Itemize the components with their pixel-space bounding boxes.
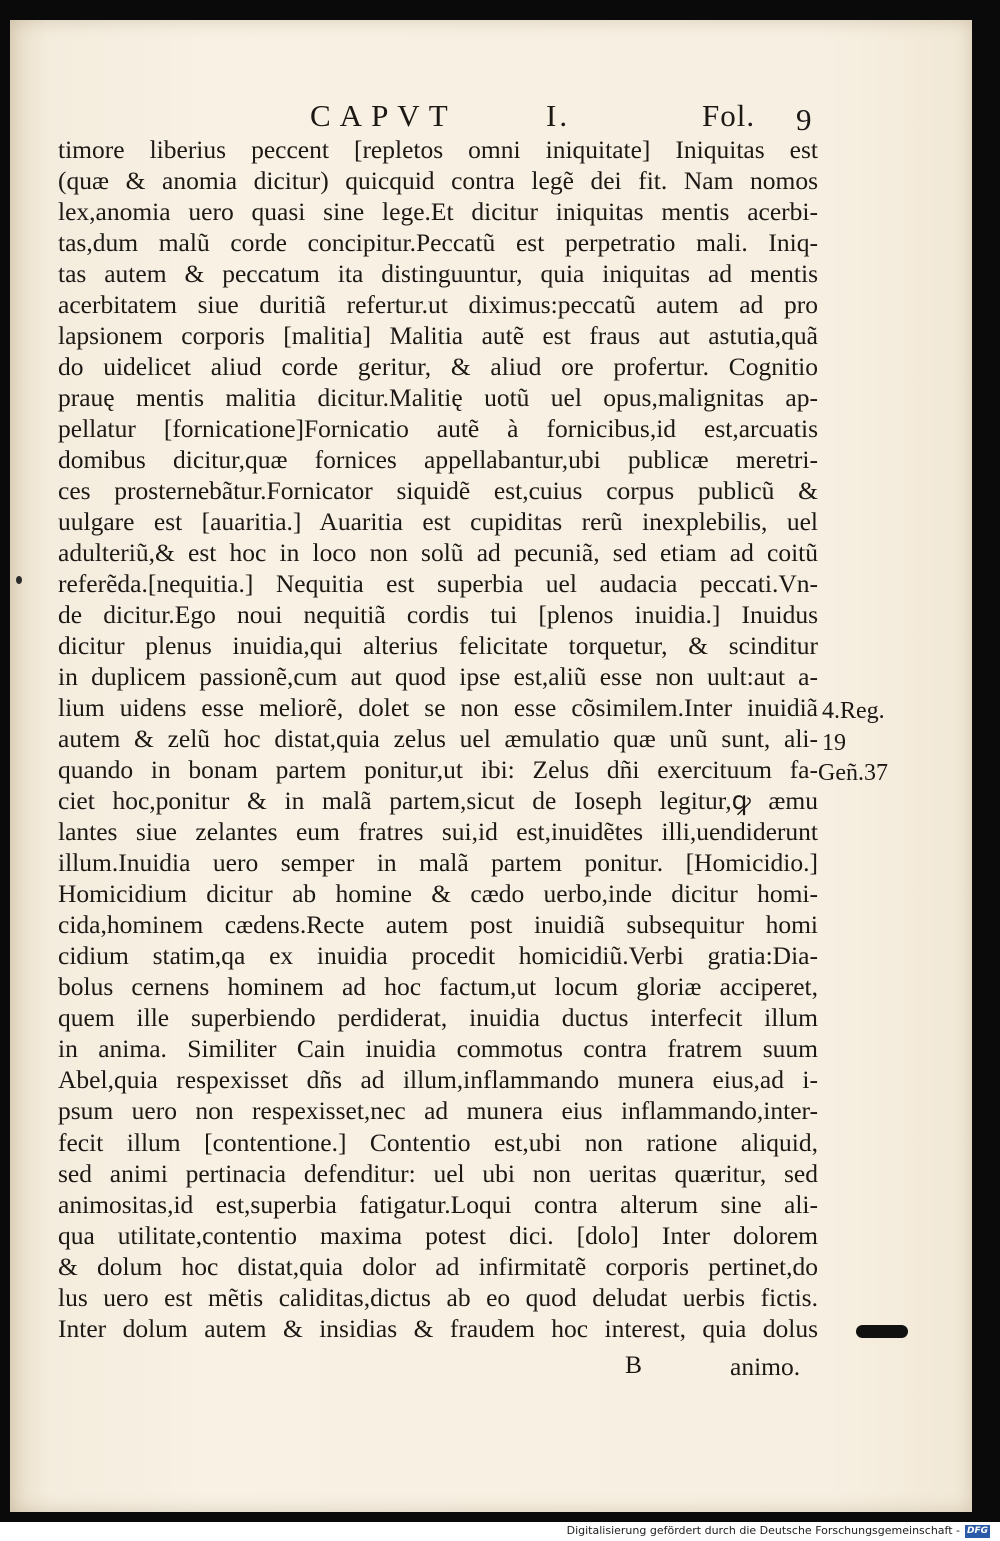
text-line: adulteriũ,& est hoc in loco non solũ ad pecuniã, sed etiam ad coitũ — [58, 538, 818, 568]
ink-speck — [16, 576, 22, 584]
text-line: in duplicem passionẽ,cum aut quod ipse est,aliũ esse non uult:aut a- — [58, 662, 818, 692]
margin-note: Geñ.37 — [818, 760, 888, 786]
text-line: ciet hoc,ponitur & in malã partem,sicut de Ioseph legitur,ꝙ æmu — [58, 786, 818, 816]
text-line: tas autem & peccatum ita distinguuntur, quia iniquitas ad mentis — [58, 259, 818, 289]
text-line: tas,dum malũ corde concipitur.Peccatũ est perpetratio mali. Iniq- — [58, 228, 818, 258]
text-line: domibus dicitur,quæ fornices appellabantur,ubi publicæ meretri- — [58, 445, 818, 475]
running-head-folio-label: Fol. — [702, 98, 756, 133]
text-line: lium uidens esse meliorẽ, dolet se non esse cõsimilem.Inter inuidiã — [58, 693, 818, 723]
text-line: in anima. Similiter Cain inuidia commotus contra fratrem suum — [58, 1034, 818, 1064]
running-head-chapter: I. — [546, 98, 571, 133]
text-line: bolus cernens hominem ad hoc factum,ut locum gloriæ acciperet, — [58, 972, 818, 1002]
running-head — [310, 98, 830, 137]
text-line: cidium statim,qa ex inuidia procedit homicidiũ.Verbi gratia:Dia- — [58, 941, 818, 971]
text-line: de dicitur.Ego noui nequitiã cordis tui [plenos inuidia.] Inuidus — [58, 600, 818, 630]
text-line: lapsionem corporis [malitia] Malitia autẽ est fraus aut astutia,quã — [58, 321, 818, 351]
text-line: dicitur plenus inuidia,qui alterius felicitate torquetur, & scinditur — [58, 631, 818, 661]
text-line: Abel,quia respexisset dñs ad illum,inflammando munera eius,ad i- — [58, 1065, 818, 1095]
text-line: pellatur [fornicatione]Fornicatio autẽ à fornicibus,id est,arcuatis — [58, 414, 818, 444]
text-line: qua utilitate,contentio maxima potest dici. [dolo] Inter dolorem — [58, 1220, 818, 1250]
page-foot — [58, 1350, 818, 1384]
text-line: lex,anomia uero quasi sine lege.Et dicitur iniquitas mentis acerbi- — [58, 197, 818, 227]
book-page — [10, 20, 972, 1512]
text-line: uulgare est [auaritia.] Auaritia est cupiditas rerũ inexplebilis, uel — [58, 507, 818, 537]
text-line: timore liberius peccent [repletos omni iniquitate] Iniquitas est — [58, 135, 818, 164]
text-line: Homicidium dicitur ab homine & cædo uerbo,inde dicitur homi- — [58, 879, 818, 909]
text-line: prauę mentis malitia dicitur.Malitię uotũ uel opus,malignitas ap- — [58, 383, 818, 413]
margin-note: 19 — [822, 730, 846, 756]
dfg-logo: DFG — [966, 1526, 988, 1536]
text-line: fecit illum [contentione.] Contentio est,ubi non ratione aliquid, — [58, 1127, 818, 1157]
text-line: & dolum hoc distat,quia dolor ad infirmitatẽ corporis pertinet,do — [58, 1251, 818, 1281]
text-line: (quæ & anomia dicitur) quicquid contra legẽ dei fit. Nam nomos — [58, 166, 818, 196]
ink-mark — [856, 1325, 908, 1338]
signature-mark: B — [625, 1350, 643, 1379]
funding-credit: Digitalisierung gefördert durch die Deutsche Forschungsgemeinschaft - — [566, 1524, 960, 1537]
text-line: quem ille superbiendo perdiderat, inuidia ductus interfecit illum — [58, 1003, 818, 1033]
text-line: psum uero non respexisset,nec ad munera eius inflammando,inter- — [58, 1096, 818, 1126]
body-text — [58, 134, 818, 1344]
text-line: acerbitatem siue duritiã refertur.ut diximus:peccatũ autem ad pro — [58, 290, 818, 320]
running-head-caput: CAPVT — [310, 98, 457, 133]
text-line: autem & zelũ hoc distat,quia zelus uel æmulatio quæ unũ sunt, ali- — [58, 724, 818, 754]
margin-note: 4.Reg. — [822, 698, 885, 724]
text-line: ces prosternebãtur.Fornicator siquidẽ est,cuius corpus publicũ & — [58, 476, 818, 506]
text-line: Inter dolum autem & insidias & fraudem hoc interest, quia dolus — [58, 1313, 818, 1343]
catchword: animo. — [730, 1352, 801, 1381]
text-line: referẽda.[nequitia.] Nequitia est superbia uel audacia peccati.Vn- — [58, 569, 818, 599]
text-line: sed animi pertinacia defenditur: uel ubi non ueritas quæritur, sed — [58, 1158, 818, 1188]
text-line: lantes siue zelantes eum fratres sui,id est,inuidẽtes illi,uendiderunt — [58, 817, 818, 847]
folio-number: 9 — [796, 102, 815, 137]
text-line: lus uero est mẽtis caliditas,dictus ab eo quod deludat uerbis fictis. — [58, 1282, 818, 1312]
funding-footer — [0, 1522, 1000, 1541]
text-line: do uidelicet aliud corde geritur, & aliud ore profertur. Cognitio — [58, 352, 818, 382]
text-line: quando in bonam partem ponitur,ut ibi: Zelus dñi exercituum fa- — [58, 755, 818, 785]
text-line: cida,hominem cædens.Recte autem post inuidiã subsequitur homi — [58, 910, 818, 940]
text-line: animositas,id est,superbia fatigatur.Loqui contra alterum sine ali- — [58, 1189, 818, 1219]
text-line: illum.Inuidia uero semper in malã partem ponitur. [Homicidio.] — [58, 848, 818, 878]
